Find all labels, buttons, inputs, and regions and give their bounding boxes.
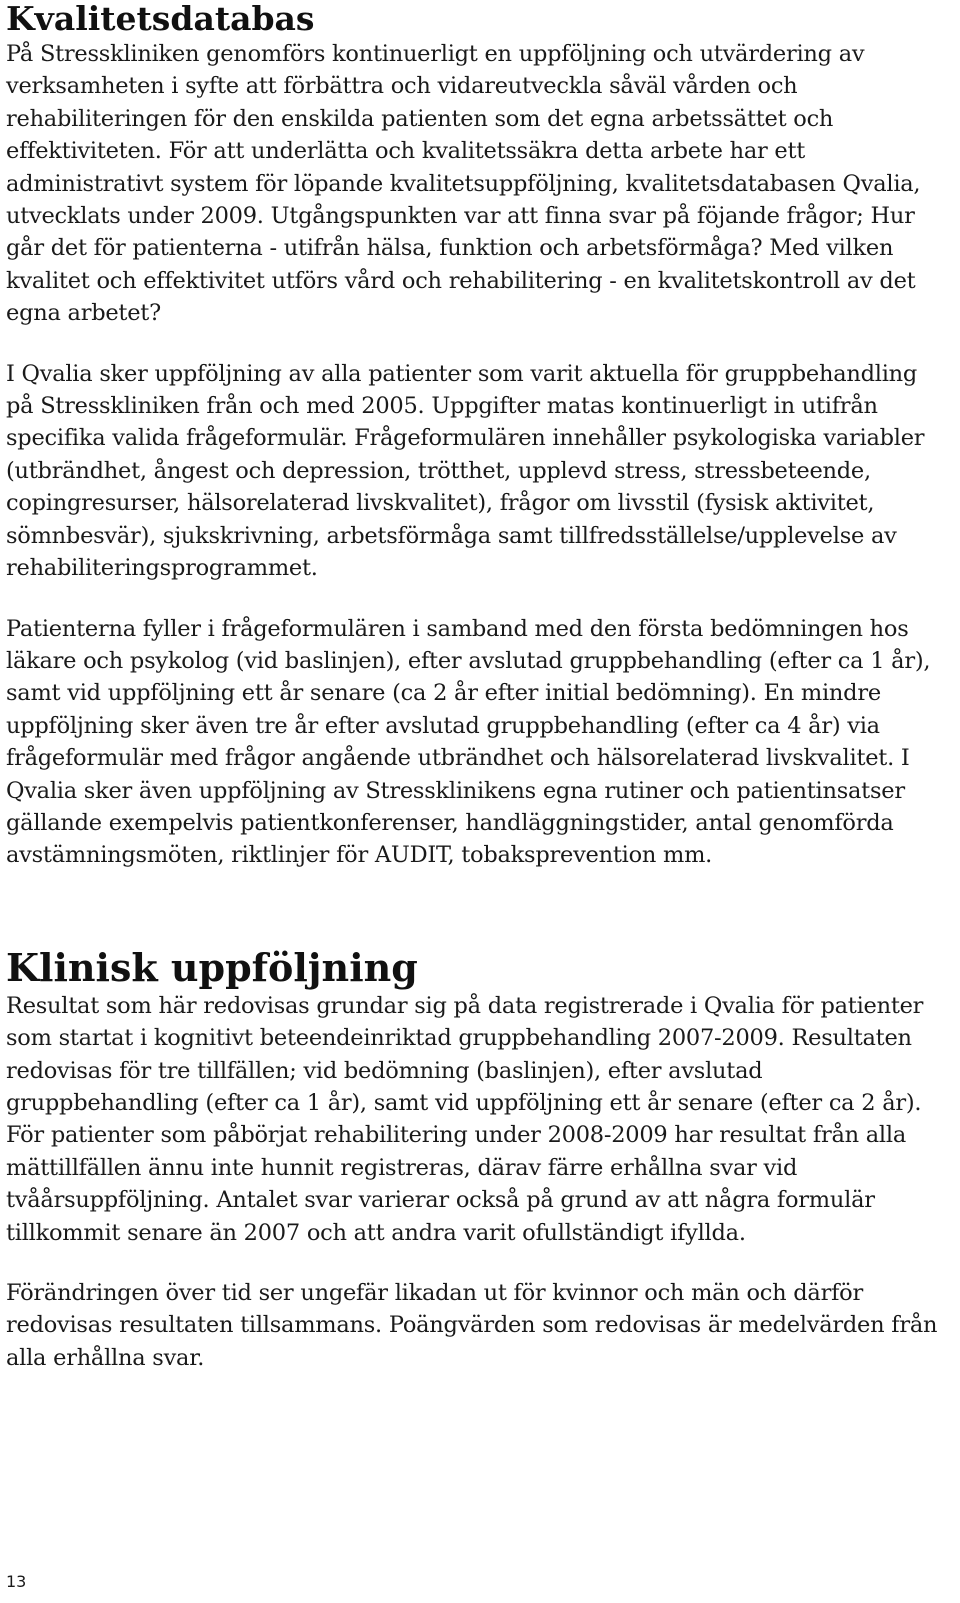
paragraph: Förändringen över tid ser ungefär likadan ut för kvinnor och män och därför redovisas resultaten tillsammans. Poängvärden som redovisas är medelvärden från alla erhållna svar. [6, 1280, 938, 1371]
paragraph: Patienterna fyller i frågeformulären i samband med den första bedömningen hos läkare och psykolog (vid baslinjen), efter avslutad gruppbehandling (efter ca 1 år), samt vid uppföljning ett år senare (ca 2 år efter initial bedömning). En mindre uppföljning sker även tre år efter avslutad gruppbehandling (efter ca 4 år) via frågeformulär med frågor angående utbrändhet och hälsorelaterad livskvalitet. I Qvalia sker även uppföljning av Stressklinikens egna rutiner och patientinsatser gällande exempelvis patientkonferenser, handläggningstider, antal genomförda avstämningsmöten, riktlinjer för AUDIT, tobaksprevention mm. [6, 615, 931, 869]
section-kvalitetsdatabas [6, 0, 942, 872]
paragraph: På Stresskliniken genomförs kontinuerligt en uppföljning och utvärdering av verksamheten i syfte att förbättra och vidareutveckla såväl vården och rehabiliteringen för den enskilda patienten som det egna arbetssättet och effektiviteten. För att underlätta och kvalitetssäkra detta arbete har ett administrativt system för löpande kvalitetsuppföljning, kvalitetsdatabasen Qvalia, utvecklats under 2009. Utgångspunkten var att finna svar på föjande frågor; Hur går det för patienterna - utifrån hälsa, funktion och arbetsförmåga? Med vilken kvalitet och effektivitet utförs vård och rehabilitering - en kvalitetskontroll av det egna arbetet? [6, 41, 921, 327]
section-heading: Klinisk uppföljning [6, 944, 418, 990]
paragraph: Resultat som här redovisas grundar sig på data registrerade i Qvalia för patienter som startat i kognitivt beteendeinriktad gruppbehandling 2007-2009. Resultaten redovisas för tre tillfällen; vid bedömning (baslinjen), efter avslutad gruppbehandling (efter ca 1 år), samt vid uppföljning ett år senare (efter ca 2 år). För patienter som påbörjat rehabilitering under 2008-2009 har resultat från alla mättillfällen ännu inte hunnit registreras, därav färre erhållna svar vid tvåårsuppföljning. Antalet svar varierar också på grund av att några formulär tillkommit senare än 2007 och att andra varit ofullständigt ifyllda. [6, 992, 924, 1246]
page-number: 13 [6, 1572, 27, 1591]
document-page [6, 0, 942, 1374]
section-body [6, 990, 942, 1374]
paragraph: I Qvalia sker uppföljning av alla patienter som varit aktuella för gruppbehandling på Stresskliniken från och med 2005. Uppgifter matas kontinuerligt in utifrån specifika valida frågeformulär. Frågeformulären innehåller psykologiska variabler (utbrändhet, ångest och depression, trötthet, upplevd stress, stressbeteende, copingresurser, hälsorelaterad livskvalitet), frågor om livsstil (fysisk aktivitet, sömnbesvär), sjukskrivning, arbetsförmåga samt tillfredsställelse/upplevelse av rehabiliteringsprogrammet. [6, 360, 925, 582]
section-klinisk-uppfoljning [6, 946, 942, 1374]
section-heading: Kvalitetsdatabas [6, 0, 315, 38]
